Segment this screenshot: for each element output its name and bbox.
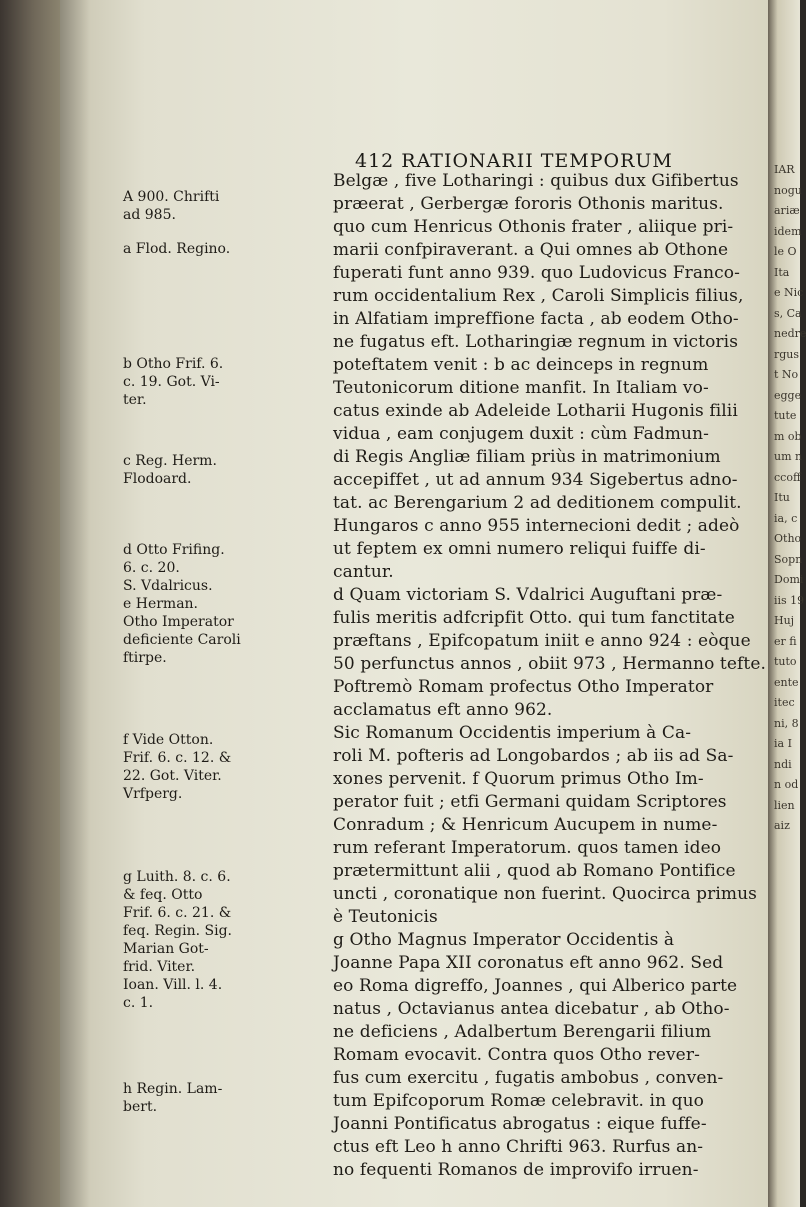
text-line: quo cum Henricus Othonis frater , aliique pri- [333,217,734,237]
facing-page-fragment: IAR [774,163,795,176]
facing-page-fragment: tuto [774,655,797,668]
margin-note: deficiente Caroli [123,632,241,648]
text-line: Conradum ; & Henricum Aucupem in nume- [333,815,718,835]
facing-page-fragment: nogu [774,183,802,197]
text-line: rum referant Imperatorum. quos tamen ideo [333,838,722,858]
facing-page-fragment: itec [774,696,795,709]
facing-page-fragment: egge [774,388,802,402]
margin-note: 6. c. 20. [123,560,180,576]
text-line: vidua , eam conjugem duxit : cùm Fadmun- [333,424,709,444]
text-line: Teutonicorum ditione manfit. In Italiam vo- [333,378,709,398]
text-line: acclamatus eft anno 962. [333,700,553,720]
text-line: Romam evocavit. Contra quos Otho rever- [333,1045,700,1065]
margin-note: Frif. 6. c. 12. & [123,750,232,766]
margin-note: Marian Got- [123,941,209,957]
text-line: d Quam victoriam S. Vdalrici Auguftani præ- [333,585,723,605]
text-line: catus exinde ab Adeleide Lotharii Hugonis filii [333,401,738,421]
text-line: in Alfatiam impreffione facta , ab eodem Otho- [333,309,739,329]
text-line: fuperati funt anno 939. quo Ludovicus Franco- [333,263,740,283]
margin-note: bert. [123,1099,158,1115]
text-line: rum occidentalium Rex , Caroli Simplicis filius, [333,286,744,306]
facing-page-fragment: ia I [774,737,792,750]
margin-note: ftirpe. [123,650,167,666]
text-line: tum Epifcoporum Romæ celebravit. in quo [333,1091,704,1111]
facing-page-fragment: rgus [774,347,800,361]
margin-note: Frif. 6. c. 21. & [123,905,232,921]
text-line: cantur. [333,562,394,582]
text-line: Joanne Papa XII coronatus eft anno 962. Sed [333,953,724,973]
text-line: ne deficiens , Adalbertum Berengarii filium [333,1022,712,1042]
text-line: no fequenti Romanos de improvifo irruen- [333,1160,699,1180]
facing-page-fragment: ni, 8 [774,716,799,730]
margin-note: & feq. Otto [123,887,203,903]
facing-page-fragment: t No [774,368,799,381]
text-line: præftans , Epifcopatum iniit e anno 924 : eòque [333,631,751,651]
text-line: Poftremò Romam profectus Otho Imperator [333,677,714,697]
facing-page-fragment: ia, c [774,511,798,525]
text-line: fulis meritis adfcripfit Otto. qui tum fanctitate [333,608,735,628]
facing-page-fragment: ente [774,675,799,689]
text-line: eo Roma digreffo, Joannes , qui Alberico parte [333,976,738,996]
facing-page-fragment: Ita [774,265,790,279]
margin-note: c. 1. [123,995,154,1011]
text-line: ne fugatus eft. Lotharingiæ regnum in victoris [333,332,739,352]
book-edge [0,0,60,1207]
facing-page-fragment: aiz [774,819,790,832]
margin-note: Vrfperg. [123,786,183,802]
margin-note: c Reg. Herm. [123,453,217,469]
text-line: Joanni Pontificatus abrogatus : eique fuffe- [333,1114,707,1134]
facing-page-fragment: iis 19 [774,593,805,607]
facing-page-fragment: s, Ca [774,306,802,320]
page-header: 412 RATIONARII TEMPORUM [355,150,673,172]
margin-note: Otho Imperator [123,614,234,630]
facing-page-fragment: n od [774,778,799,791]
facing-page-fragment: nedre [774,327,806,340]
facing-page-fragment: m ob [774,429,802,443]
margin-note: frid. Viter. [123,959,196,975]
margin-note: S. Vdalricus. [123,578,213,594]
text-line: 50 perfunctus annos , obiit 973 , Hermanno tefte. [333,654,766,674]
text-line: Sic Romanum Occidentis imperium à Ca- [333,723,692,743]
facing-page-fragment: Sopn [774,552,803,566]
text-line: xones pervenit. f Quorum primus Otho Im- [333,769,704,789]
margin-note: f Vide Otton. [123,732,214,748]
margin-note: ad 985. [123,207,176,223]
facing-page-fragment: Domi [774,573,804,586]
text-line: Belgæ , five Lotharingi : quibus dux Gifibertus [333,171,739,191]
facing-page-fragment: le O [774,245,797,258]
facing-page-fragment: Otho [774,532,802,545]
text-line: Hungaros c anno 955 internecioni dedit ; adeò [333,516,740,536]
text-line: poteftatem venit : b ac deinceps in regnum [333,355,709,375]
facing-page-fragment: ccoff [774,470,801,484]
margin-note: e Herman. [123,596,199,612]
text-line: accepiffet , ut ad annum 934 Sigebertus adno- [333,470,738,490]
text-line: è Teutonicis [333,907,438,927]
text-line: præerat , Gerbergæ fororis Othonis maritus. [333,194,724,214]
margin-note: a Flod. Regino. [123,241,231,257]
margin-note: c. 19. Got. Vi- [123,374,220,390]
text-line: roli M. pofteris ad Longobardos ; ab iis ad Sa- [333,746,734,766]
text-line: uncti , coronatique non fuerint. Quocirca primus [333,884,757,904]
text-line: fus cum exercitu , fugatis ambobus , conven- [333,1068,724,1088]
margin-note: 22. Got. Viter. [123,768,222,784]
facing-page-fragment: um n [774,450,803,463]
facing-page-fragment: Itu [774,491,790,504]
text-line: ut feptem ex omni numero reliqui fuiffe di- [333,539,706,559]
text-line: prætermittunt alii , quod ab Romano Pontifice [333,861,736,881]
text-line: perator fuit ; etfi Germani quidam Scriptores [333,792,727,812]
text-line: natus , Octavianus antea dicebatur , ab Otho- [333,999,730,1019]
margin-note: h Regin. Lam- [123,1081,223,1097]
text-line: ctus eft Leo h anno Chrifti 963. Rurfus an- [333,1137,704,1157]
text-line: marii confpiraverant. a Qui omnes ab Othone [333,240,729,260]
text-line: tat. ac Berengarium 2 ad deditionem compulit. [333,493,742,513]
facing-page-fragment: tute [774,409,797,422]
margin-note: Ioan. Vill. l. 4. [123,977,223,993]
margin-note: g Luith. 8. c. 6. [123,869,231,885]
facing-page-fragment: idem [774,224,802,238]
margin-note: ter. [123,392,147,408]
margin-note: b Otho Frif. 6. [123,356,224,372]
facing-page-fragment: er fi [774,634,797,648]
facing-page-fragment: ariæ [774,204,800,217]
margin-note: Flodoard. [123,471,192,487]
margin-note: feq. Regin. Sig. [123,923,232,939]
margin-note: A 900. Chrifti [123,189,220,205]
binding-shadow [60,0,90,1207]
text-line: g Otho Magnus Imperator Occidentis à [333,930,675,950]
text-line: di Regis Angliæ filiam priùs in matrimonium [333,447,721,467]
facing-page-fragment: lien [774,798,795,812]
facing-page-fragment: Huj [774,614,795,627]
facing-page-edge [768,0,806,1207]
margin-note: d Otto Frifing. [123,542,225,558]
facing-page-fragment: e Nic [774,286,804,299]
facing-page-fragment: ndi [774,757,792,771]
